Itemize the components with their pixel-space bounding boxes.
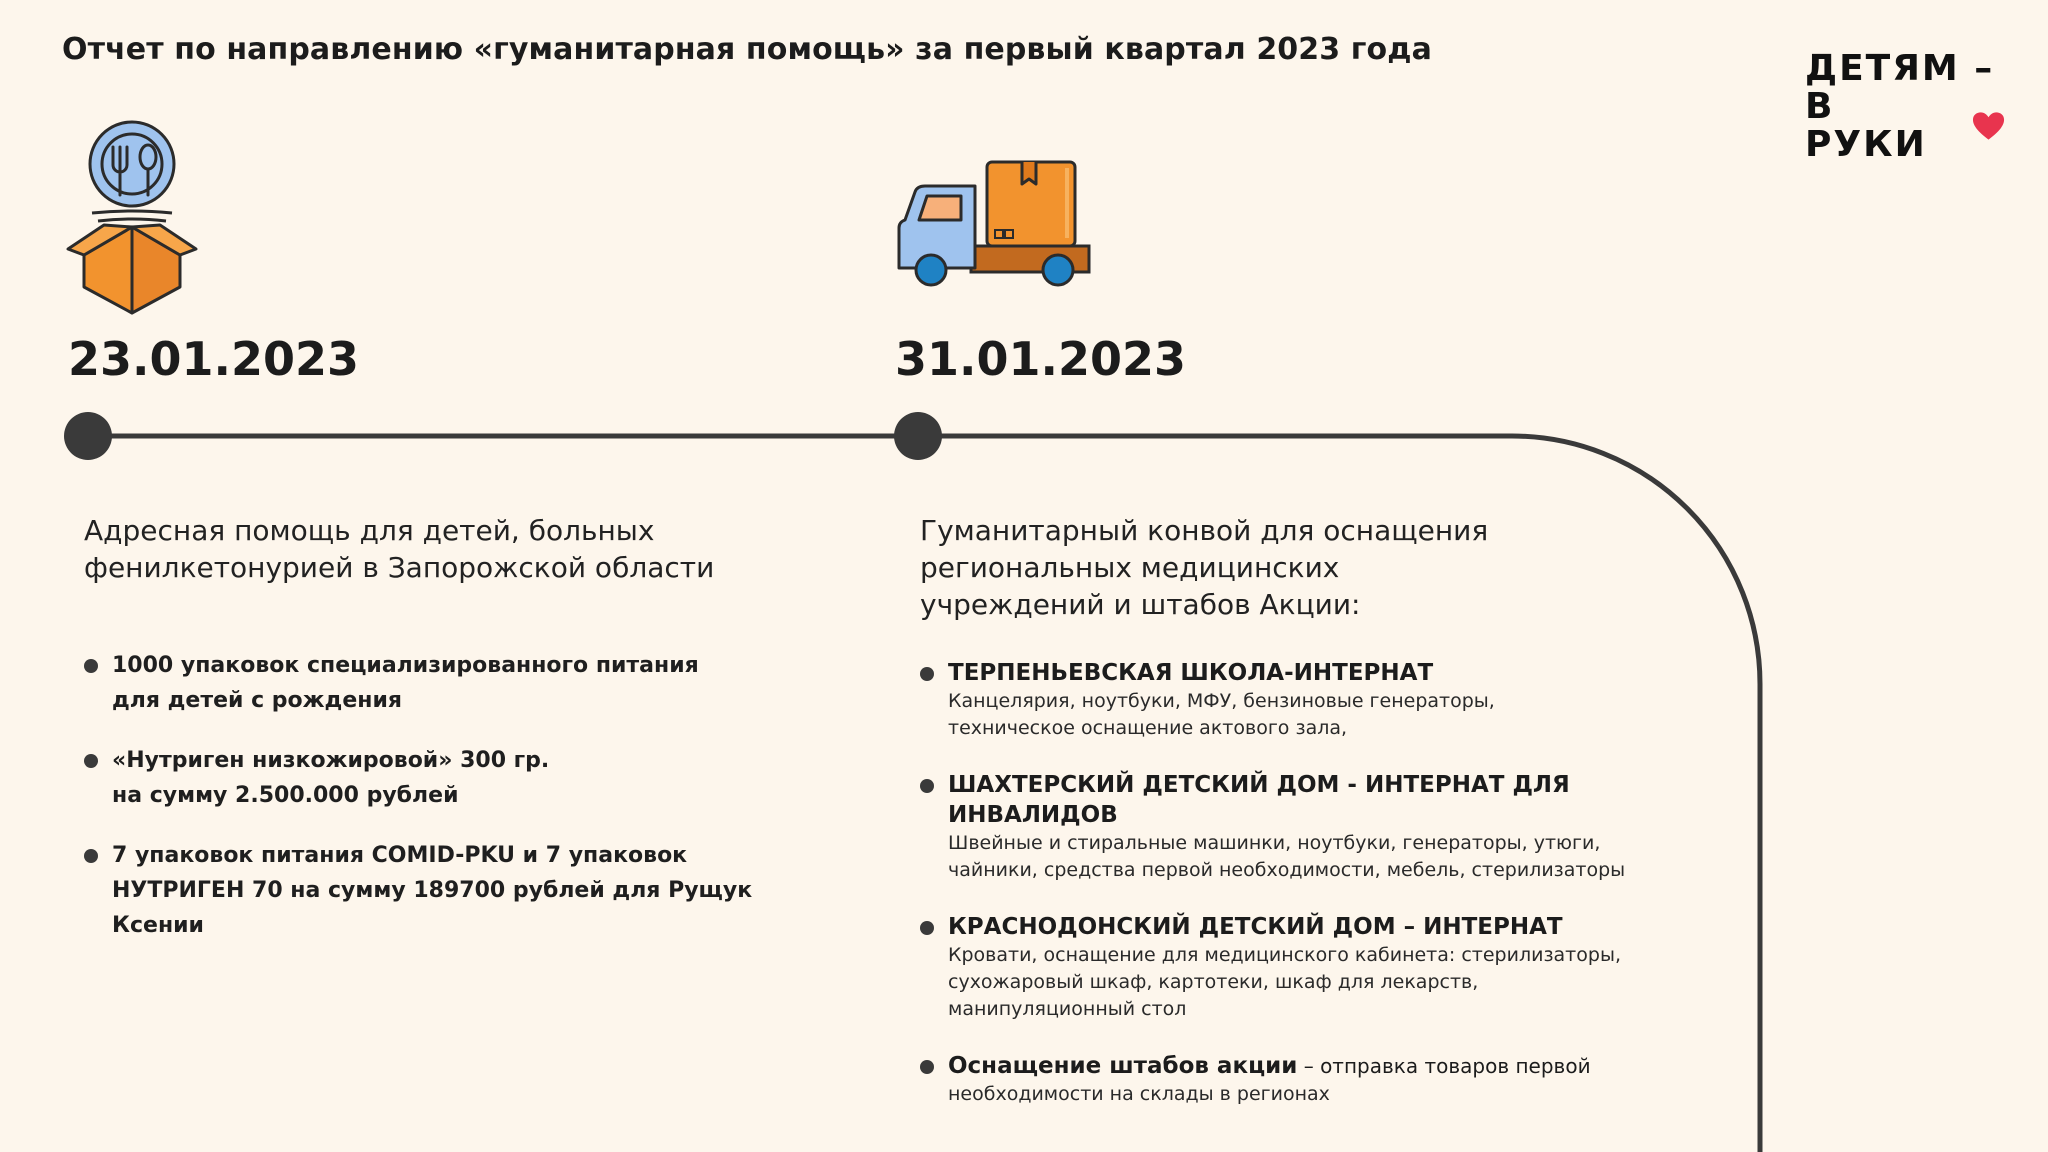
timeline-date-2: 31.01.2023 [895, 332, 1187, 386]
list-item: Оснащение штабов акции – отправка товаров первой необходимости на склады в регионах [920, 1051, 1680, 1108]
list-item: 1000 упаковок специализированного питания для детей с рождения [84, 648, 804, 718]
event-2-list [920, 658, 1680, 1136]
timeline-node-1 [64, 412, 112, 460]
list-item: ТЕРПЕНЬЕВСКАЯ ШКОЛА-ИНТЕРНАТ Канцелярия, ноутбуки, МФУ, бензиновые генераторы, техническое оснащение актового зала, [920, 658, 1680, 742]
event-2-heading: Гуманитарный конвой для оснащения региональных медицинских учреждений и штабов Акции: [920, 514, 1489, 621]
event-1-list [84, 648, 804, 968]
logo-line-2: В РУКИ [1805, 86, 1927, 165]
list-item: 7 упаковок питания COMID-PKU и 7 упаковок НУТРИГЕН 70 на сумму 189700 рублей для Рущук Ксении [84, 838, 804, 943]
page-title: Отчет по направлению «гуманитарная помощь» за первый квартал 2023 года [62, 32, 1432, 67]
list-item: ШАХТЕРСКИЙ ДЕТСКИЙ ДОМ - ИНТЕРНАТ ДЛЯ ИНВАЛИДОВ Швейные и стиральные машинки, ноутбуки, генераторы, утюги, чайники, средства первой необходимости, мебель, стерилизаторы [920, 770, 1680, 884]
logo-line-1: ДЕТЯМ – [1805, 48, 1995, 89]
event-1-heading: Адресная помощь для детей, больных фенилкетонурией в Запорожской области [84, 514, 715, 584]
timeline-node-2 [894, 412, 942, 460]
list-item: КРАСНОДОНСКИЙ ДЕТСКИЙ ДОМ – ИНТЕРНАТ Кровати, оснащение для медицинского кабинета: стерилизаторы, сухожаровый шкаф, картотеки, шкаф для лекарств, манипуляционный стол [920, 912, 1680, 1023]
timeline-date-1: 23.01.2023 [68, 332, 360, 386]
list-item: «Нутриген низкожировой» 300 гр. на сумму 2.500.000 рублей [84, 743, 804, 813]
